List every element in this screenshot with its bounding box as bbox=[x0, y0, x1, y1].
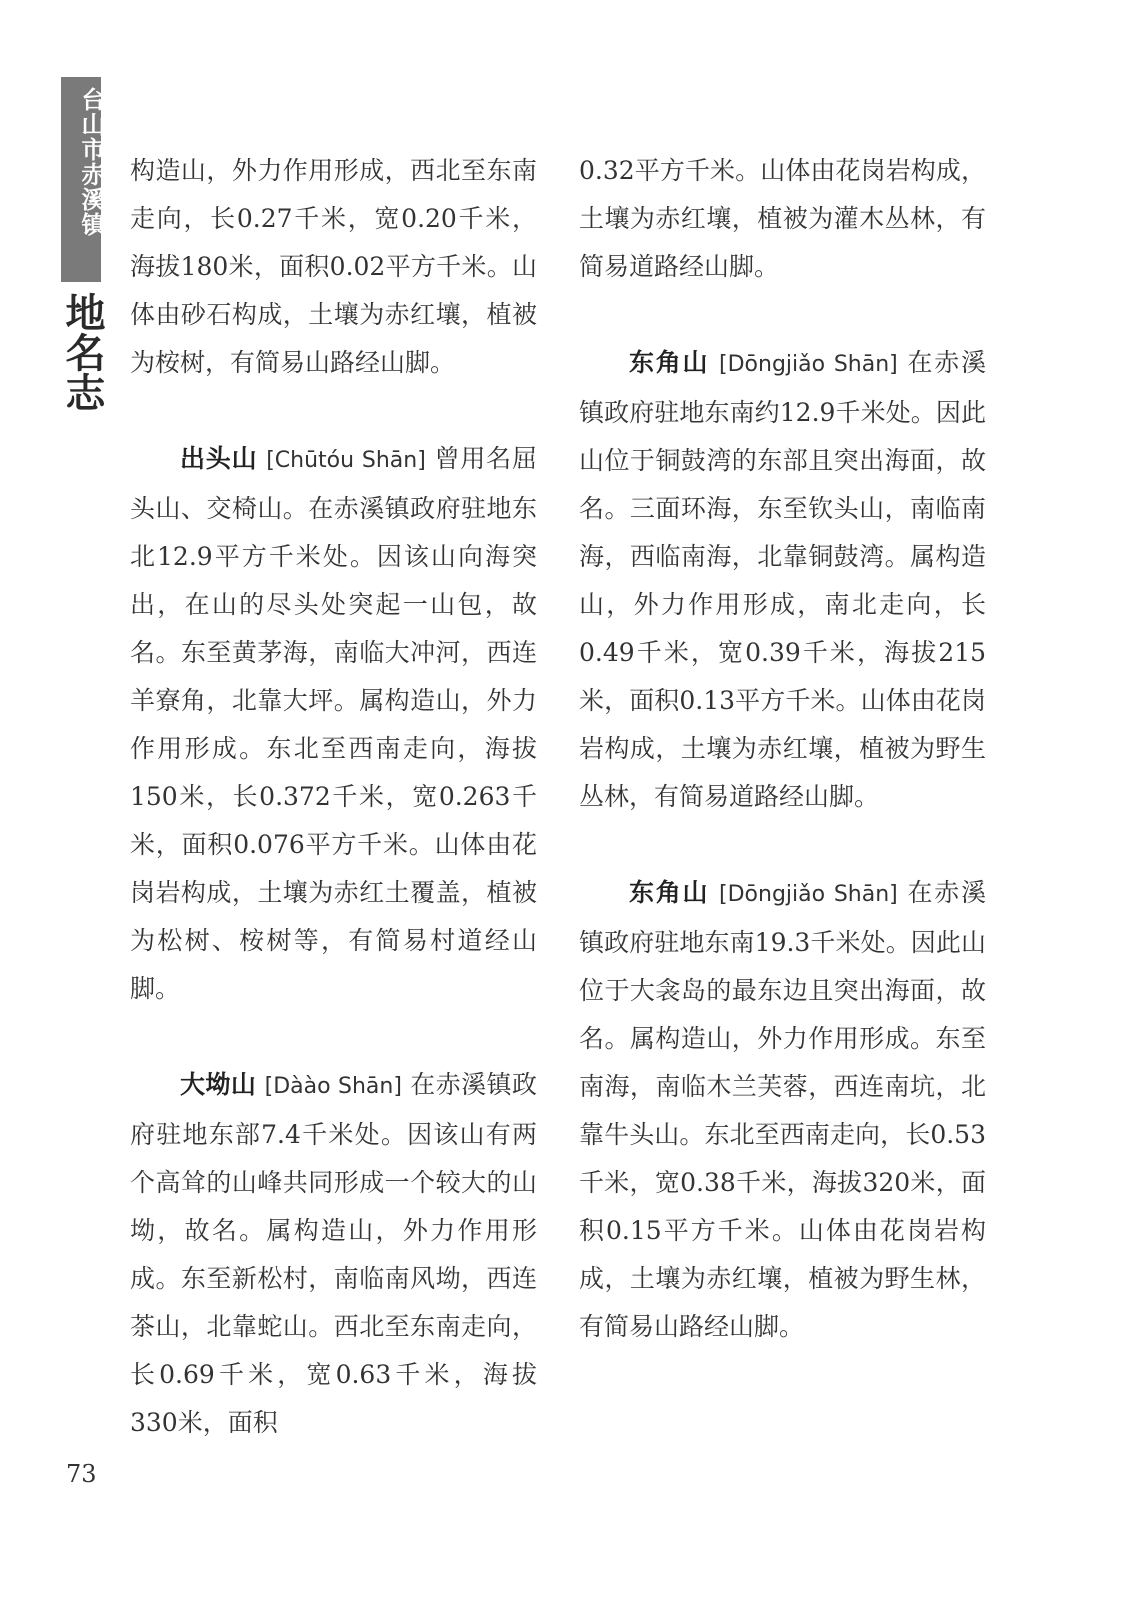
book-title: 地名志 bbox=[59, 292, 105, 412]
continuation-paragraph: 0.32平方千米。山体由花岗岩构成，土壤为赤红壤，植被为灌木丛林，有简易道路经山脚。 bbox=[579, 156, 986, 281]
entry-pinyin: [Dàào Shān] bbox=[264, 1074, 402, 1099]
entry-term: 东角山 bbox=[629, 878, 710, 907]
entry-chutou-shan bbox=[130, 435, 537, 1013]
left-column bbox=[130, 147, 537, 1447]
entry-dongjiao-shan-2 bbox=[579, 869, 986, 1351]
chapter-label: 台山市赤溪镇 bbox=[77, 87, 106, 237]
entry-daao-shan bbox=[130, 1061, 537, 1447]
entry-text: 在赤溪镇政府驻地东部7.4千米处。因该山有两个高耸的山峰共同形成一个较大的山坳，故名。属构造山，外力作用形成。东至新松村，南临南风坳，西连茶山，北靠蛇山。西北至东南走向，长0.69千米，宽0.63千米，海拔330米，面积 bbox=[130, 1070, 537, 1437]
entry-text: 在赤溪镇政府驻地东南约12.9千米处。因此山位于铜鼓湾的东部且突出海面，故名。三面环海，东至钦头山，南临南海，西临南海，北靠铜鼓湾。属构造山，外力作用形成，南北走向，长0.49千米，宽0.39千米，海拔215米，面积0.13平方千米。山体由花岗岩构成，土壤为赤红壤，植被为野生丛林，有简易道路经山脚。 bbox=[579, 348, 986, 811]
entry-pinyin: [Chūtóu Shān] bbox=[266, 448, 426, 473]
entry-term: 出头山 bbox=[180, 444, 258, 473]
chapter-tab bbox=[61, 77, 106, 282]
entry-text: 在赤溪镇政府驻地东南19.3千米处。因此山位于大衾岛的最东边且突出海面，故名。属构造山，外力作用形成。东至南海，南临木兰芙蓉，西连南坑，北靠牛头山。东北至西南走向，长0.53千米，宽0.38千米，海拔320米，面积0.15平方千米。山体由花岗岩构成，土壤为赤红壤，植被为野生林，有简易山路经山脚。 bbox=[579, 878, 986, 1341]
entry-term: 大坳山 bbox=[180, 1070, 257, 1099]
entry-pinyin: [Dōngjiǎo Shān] bbox=[719, 882, 898, 907]
entry-text: 曾用名屈头山、交椅山。在赤溪镇政府驻地东北12.9平方千米处。因该山向海突出，在山的尽头处突起一山包，故名。东至黄茅海，南临大冲河，西连羊寮角，北靠大坪。属构造山，外力作用形成。东北至西南走向，海拔150米，长0.372千米，宽0.263千米，面积0.076平方千米。山体由花岗岩构成，土壤为赤红土覆盖，植被为松树、桉树等，有简易村道经山脚。 bbox=[130, 444, 537, 1003]
continuation-paragraph: 构造山，外力作用形成，西北至东南走向，长0.27千米，宽0.20千米，海拔180米，面积0.02平方千米。山体由砂石构成，土壤为赤红壤，植被为桉树，有简易山路经山脚。 bbox=[130, 156, 537, 377]
entry-dongjiao-shan-1 bbox=[579, 339, 986, 821]
entry-term: 东角山 bbox=[629, 348, 710, 377]
right-column bbox=[579, 147, 986, 1351]
entry-pinyin: [Dōngjiǎo Shān] bbox=[719, 352, 898, 377]
page-number: 73 bbox=[66, 1460, 97, 1488]
